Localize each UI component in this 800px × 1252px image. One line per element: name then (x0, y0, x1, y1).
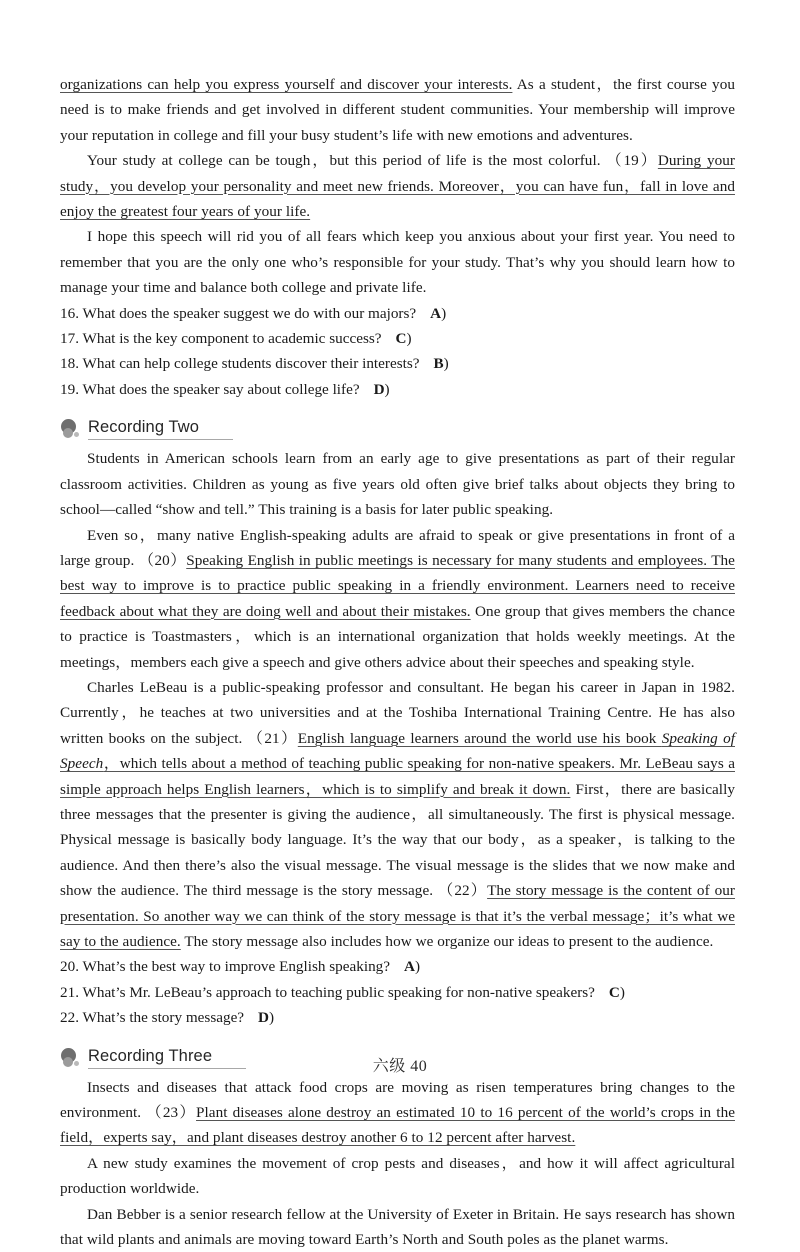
question-text: What’s Mr. LeBeau’s approach to teaching public speaking for non-native speakers? (82, 983, 595, 1001)
answer-key-underlined-text: The story message is the content of our presentation. So another way we can think of the story message is that it’s the verbal message；it’s what we say to the audience. (60, 882, 736, 950)
recording-section-title: Recording Three (88, 1047, 246, 1069)
question-number: 20. (60, 958, 83, 976)
recording-section-title: Recording Two (88, 418, 233, 440)
answer-letter: A (430, 304, 442, 322)
answer-letter: B (433, 355, 444, 373)
plain-text: As a student，the first course you need is to make friends and get involved in different student communities. Your membership will improve your reputation in college and fill your busy student’s life with new emotions and adventures. (60, 76, 735, 144)
plain-text: First，there are basically three messages that the presenter is giving the audience，all simultaneously. The first is physical message. Physical message is basically body language. It’s the way that our body，as a speaker，is talking to the audience. And then there’s also the visual message. The visual message is the slides that we now make and show the audience. The third message is the story message. （22） (60, 780, 735, 900)
question-text: What’s the best way to improve English speaking? (82, 958, 390, 976)
audio-bubble-icon-small-dot (74, 432, 79, 437)
question-text: What does the speaker say about college life? (82, 380, 360, 398)
answer-letter: C (608, 983, 620, 1001)
question-text: What is the key component to academic success? (82, 330, 382, 348)
question-line (60, 326, 735, 351)
question-line (60, 954, 735, 979)
answer-letter: D (258, 1009, 270, 1027)
question-number: 17. (60, 330, 83, 348)
answer-key-underlined-text: Speaking English in public meetings is necessary for many students and employees. The best way to improve is to practice public speaking in a friendly environment. Learners need to receive feedback about what they are doing well and about their mistakes. (60, 551, 735, 620)
body-paragraph (60, 224, 735, 300)
plain-text: Insects and diseases that attack food crops are moving as risen temperatures bring changes to the environment. （23） (60, 1078, 735, 1122)
answer-paren: ) (414, 958, 421, 976)
plain-text: The story message also includes how we organize our ideas to present to the audience. (180, 933, 714, 950)
question-line (60, 980, 735, 1005)
question-number: 18. (60, 355, 83, 373)
question-text: What can help college students discover their interests? (82, 355, 420, 373)
plain-text: I hope this speech will rid you of all fears which keep you anxious about your first year. You need to remember that you are the only one who’s responsible for your study. That’s why you should learn how to manage your time and balance both college and private life. (60, 228, 735, 297)
answer-letter: D (373, 380, 385, 398)
footer-page-label: 六级 40 (372, 1058, 428, 1075)
plain-text: Charles LeBeau is a public-speaking professor and consultant. He began his career in Japan in 1982. Currently，he teaches at two universities and at the Toshiba International Training Centre. He has also written books on the subject. （21） (60, 678, 735, 747)
answer-key-underlined-text: organizations can help you express yourself and discover your interests. (60, 76, 513, 93)
answer-paren: ) (443, 355, 449, 373)
question-text: What does the speaker suggest we do with our majors? (82, 304, 417, 322)
body-paragraph (60, 523, 735, 675)
answer-paren: ) (406, 330, 412, 348)
body-paragraph (60, 446, 735, 522)
body-paragraph (60, 675, 735, 954)
question-number: 22. (60, 1009, 83, 1027)
body-paragraph (60, 1075, 735, 1151)
body-paragraph (60, 1202, 735, 1252)
question-number: 21. (60, 983, 83, 1001)
answer-key-underlined-text: During your study，you develop your personality and meet new friends. Moreover，you can have fun，fall in love and enjoy the greatest four years of your life. (60, 152, 735, 221)
plain-text: One group that gives members the chance to practice is Toastmasters，which is an international organization that holds weekly meetings. At the meetings，members each give a speech and give others advice about their speeches and speaking style. (60, 602, 735, 671)
answer-paren: ) (269, 1009, 275, 1027)
answer-key-underlined-text: Plant diseases alone destroy an estimated 10 to 16 percent of the world’s crops in the field，experts say，and plant diseases destroy another 6 to 12 percent after harvest. (60, 1104, 735, 1147)
answer-paren: ) (384, 380, 390, 398)
plain-text: A new study examines the movement of crop pests and diseases，and how it will affect agricultural production worldwide. (60, 1154, 735, 1198)
recording-section-heading (60, 416, 735, 440)
plain-text: Dan Bebber is a senior research fellow at the University of Exeter in Britain. He says research has shown that wild plants and animals are moving toward Earth’s North and South poles as the planet warms. (60, 1205, 735, 1249)
question-text: What’s the story message? (82, 1009, 245, 1027)
audio-bubble-icon-medium-circle (63, 428, 73, 438)
question-line (60, 351, 735, 376)
answer-key-underlined-text: English language learners around the world use his book (297, 729, 662, 747)
body-paragraph (60, 72, 735, 148)
answer-paren: ) (619, 983, 625, 1001)
audio-bubble-icon (60, 418, 86, 440)
question-line (60, 377, 735, 402)
plain-text: Even so，many native English-speaking adults are afraid to speak or give presentations in front of a large group. （20） (60, 526, 735, 569)
answer-key-underlined-text: Speaking of Speech (60, 729, 735, 773)
answer-key-underlined-text: ，which tells about a method of teaching public speaking for non-native speakers. Mr. LeBeau says a simple approach helps English learners，which is to simplify and break it down. (60, 755, 735, 798)
question-line (60, 1005, 735, 1030)
plain-text: Your study at college can be tough，but this period of life is the most colorful. （19） (87, 152, 658, 170)
plain-text: Students in American schools learn from an early age to give presentations as part of their regular classroom activities. Children as young as five years old often give brief talks about objects they bring to school—called “show and tell.” This training is a basis for later public speaking. (60, 450, 735, 519)
question-number: 16. (60, 304, 83, 322)
answer-paren: ) (441, 304, 447, 322)
question-line (60, 301, 735, 326)
body-paragraph (60, 148, 735, 224)
answer-letter: C (395, 330, 407, 348)
question-number: 19. (60, 380, 83, 398)
page-footer (0, 1053, 800, 1076)
body-paragraph (60, 1151, 735, 1202)
answer-letter: A (404, 958, 415, 976)
